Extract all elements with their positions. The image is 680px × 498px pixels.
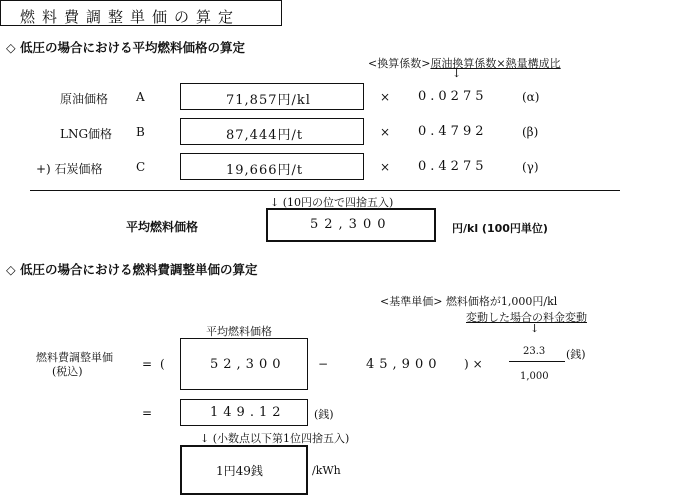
- crude-price-value: 71,857円/kl: [226, 93, 311, 108]
- avg-fuel-price-unit: 円/kl (100円単位): [452, 222, 548, 235]
- fraction-denominator: 1,000: [520, 371, 549, 382]
- equals-open-paren: =(: [142, 357, 173, 371]
- section2-heading: ◇ 低圧の場合における燃料費調整単価の算定: [6, 262, 258, 277]
- coal-price-value: 19,666円/t: [226, 163, 304, 178]
- sum-line: [30, 190, 620, 191]
- final-unit: /kWh: [312, 464, 341, 477]
- conversion-note: [368, 55, 561, 71]
- coal-factor: 0.4275: [418, 159, 488, 174]
- base-unit-line2: 変動した場合の料金変動: [466, 311, 587, 324]
- row-letter-b: B: [136, 125, 145, 139]
- base-price-value: 45,900: [366, 357, 442, 372]
- result-unit: (銭): [314, 408, 334, 421]
- result-value: 149.12: [210, 405, 286, 420]
- symbol-beta: (β): [522, 125, 539, 139]
- down-arrow-icon: ↓: [452, 67, 462, 80]
- avg-fuel-price-label: 平均燃料価格: [126, 220, 199, 234]
- tax-included-label: (税込): [52, 365, 83, 378]
- times-sign-c: ×: [380, 160, 391, 174]
- symbol-gamma: (γ): [522, 160, 539, 174]
- page-title: 燃料費調整単価の算定: [20, 8, 241, 26]
- row-label-crude: 原油価格: [60, 92, 109, 106]
- fraction-line: [509, 361, 565, 362]
- crude-factor: 0.0275: [418, 89, 488, 104]
- row-label-lng: LNG価格: [60, 127, 113, 141]
- row-letter-a: A: [136, 90, 145, 104]
- minus-sign: −: [318, 357, 329, 371]
- final-value: 1円49銭: [216, 464, 263, 478]
- equals-sign-2: =: [142, 406, 153, 420]
- fuel-adjustment-label: 燃料費調整単価: [36, 351, 113, 364]
- section1-heading: ◇ 低圧の場合における平均燃料価格の算定: [6, 40, 245, 55]
- rounding-note-2: ↓ (小数点以下第1位四捨五入): [200, 432, 350, 445]
- avg-value-in-formula: 52,300: [210, 357, 286, 372]
- base-unit-prefix: <基準単価>: [380, 295, 443, 308]
- times-sign-b: ×: [380, 125, 391, 139]
- conversion-note-prefix: <換算係数>: [368, 57, 431, 70]
- down-arrow-icon-2: ↓: [530, 322, 540, 335]
- symbol-alpha: (α): [522, 90, 540, 104]
- avg-fuel-price-value: 52,300: [310, 217, 392, 232]
- sen-unit-label: (銭): [566, 348, 586, 361]
- times-sign-a: ×: [380, 90, 391, 104]
- lng-factor: 0.4792: [418, 124, 488, 139]
- row-letter-c: C: [136, 160, 146, 174]
- close-paren-times: )×: [464, 357, 487, 371]
- conversion-note-body: 原油換算係数×熱量構成比: [430, 57, 561, 70]
- rounding-note-1: ↓ (10円の位で四捨五入): [270, 196, 394, 209]
- base-unit-note: [380, 293, 557, 309]
- lng-price-value: 87,444円/t: [226, 128, 304, 143]
- avg-caption: 平均燃料価格: [206, 325, 272, 338]
- row-label-coal: +) 石炭価格: [36, 162, 103, 176]
- base-unit-line1: 燃料価格が1,000円/kl: [445, 295, 558, 308]
- fraction-numerator: 23.3: [523, 346, 546, 357]
